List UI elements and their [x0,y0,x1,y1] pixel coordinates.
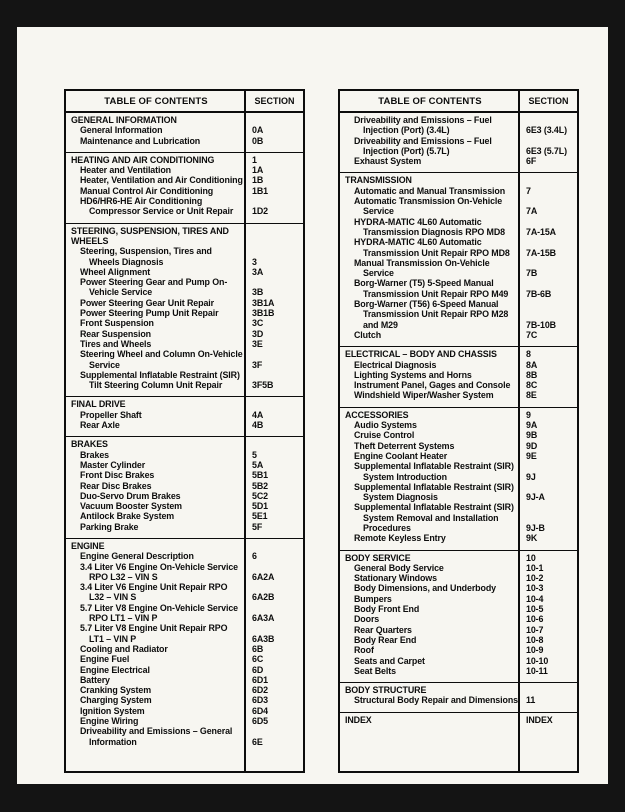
toc-group [340,408,577,551]
toc-item-label: Engine Fuel [80,654,130,665]
toc-item-row [66,706,303,716]
toc-item-section: 6D2 [252,685,268,696]
toc-item-section: 5C2 [252,490,268,501]
toc-item-label: Heater, Ventilation and Air Conditioning [80,175,243,186]
toc-group [340,683,577,713]
toc-item-row [66,450,303,460]
toc-item-label: Antilock Brake System [80,511,175,522]
toc-table-left [64,89,305,773]
toc-group-title: ELECTRICAL – BODY AND CHASSIS [345,349,497,360]
toc-item-label: Cruise Control [354,430,415,441]
toc-item-row [340,430,577,440]
toc-item-section: 3C [252,318,264,329]
toc-item-label: Power Steering Gear and Pump On-Vehicle Service [80,277,228,298]
toc-item-row [66,551,303,561]
toc-item-label: Driveability and Emissions – General Information [80,726,233,747]
toc-item-label: Driveability and Emissions – Fuel Injection (Port) (5.7L) [354,135,492,156]
toc-group-title-row [66,399,303,409]
toc-item-section: 1B [252,175,264,186]
toc-item-row [66,685,303,695]
toc-item-section: 10 [526,552,536,563]
toc-item-label: Seats and Carpet [354,655,425,666]
toc-item-label: HYDRA-MATIC 4L60 Automatic Transmission Diagnosis RPO MD8 [354,216,505,237]
toc-group-title-row [66,155,303,165]
toc-item-label: HD6/HR6-HE Air Conditioning Compressor Service or Unit Repair [80,196,234,217]
toc-item-label: Audio Systems [354,420,417,431]
toc-item-label: Borg-Warner (T5) 5-Speed Manual Transmission Unit Repair RPO M49 [354,278,509,299]
toc-item-row [66,623,303,644]
toc-item-section: 10-11 [526,665,548,676]
toc-item-row [66,460,303,470]
toc-item-row [66,125,303,135]
toc-item-label: 3.4 Liter V6 Engine On-Vehicle Service RPO L32 – VIN S [80,561,238,582]
toc-item-label: Steering, Suspension, Tires and Wheels Diagnosis [80,246,212,267]
toc-item-row [340,115,577,136]
toc-columns [17,27,608,773]
toc-group-title-row [340,685,577,695]
toc-item-row [66,136,303,146]
toc-item-row [66,675,303,685]
toc-item-row [66,165,303,175]
toc-item-section: 1D2 [252,206,268,217]
toc-item-label: Supplemental Inflatable Restraint (SIR) Tilt Steering Column Unit Repair [80,369,240,391]
toc-item-row [340,380,577,390]
toc-item-row [66,644,303,654]
toc-table-right [338,89,579,773]
toc-item-row [340,656,577,666]
toc-item-label: Propeller Shaft [80,409,142,420]
toc-group-title: FINAL DRIVE [71,399,126,410]
toc-column-divider [518,91,520,771]
toc-item-section: INDEX [526,714,553,725]
toc-item-row [340,156,577,166]
toc-header-section-label: SECTION [254,96,295,106]
toc-group-title: INDEX [345,714,372,725]
toc-item-row [340,237,577,258]
toc-item-label: Tires and Wheels [80,338,152,349]
toc-item-row [340,482,577,503]
toc-item-label: Supplemental Inflatable Restraint (SIR) System Introduction [354,461,514,482]
toc-item-section: 3F5B [252,380,274,391]
toc-item-label: Front Suspension [80,318,154,329]
toc-item-section: 9 [526,409,531,420]
toc-item-label: Cranking System [80,685,152,696]
toc-group [340,347,577,407]
toc-item-section [246,399,303,409]
toc-item-row [66,522,303,532]
toc-group-title: HEATING AND AIR CONDITIONING [71,154,215,165]
toc-item-label: Parking Brake [80,521,139,532]
toc-item-row [66,308,303,318]
toc-item-label: Maintenance and Lubrication [80,135,201,146]
toc-item-label: Lighting Systems and Horns [354,369,472,380]
toc-group-title: ENGINE [71,540,105,551]
toc-item-label: Rear Quarters [354,624,412,635]
toc-item-label: Power Steering Pump Unit Repair [80,308,219,319]
toc-item-label: Windshield Wiper/Washer System [354,390,494,401]
toc-group [66,113,303,153]
toc-item-section: 5 [252,449,257,460]
toc-item-section: 10-8 [526,634,544,645]
toc-item-section [246,226,303,247]
toc-item-row [340,186,577,196]
toc-item-row [66,318,303,328]
toc-item-section: 10-1 [526,562,544,573]
toc-item-label: Ignition System [80,705,145,716]
toc-item-label: Instrument Panel, Gages and Console [354,380,511,391]
toc-item-section: 3D [252,328,264,339]
toc-group [66,153,303,224]
toc-item-section: 10-5 [526,604,544,615]
toc-item-label: Body Front End [354,604,420,615]
toc-item-section [246,439,303,449]
toc-item-row [340,420,577,430]
toc-item-section: 6D3 [252,695,268,706]
toc-group-title: BODY SERVICE [345,552,411,563]
toc-item-row [66,726,303,747]
toc-item-label: Steering Wheel and Column On-Vehicle Service [80,349,243,370]
toc-item-section: 7B-6B [526,288,552,299]
toc-item-label: Charging System [80,695,152,706]
toc-header [340,91,577,113]
toc-item-section: 8A [526,359,538,370]
toc-item-section: 6F [526,156,537,167]
toc-item-label: Rear Disc Brakes [80,480,152,491]
toc-item-row [66,562,303,583]
toc-item-label: Duo-Servo Drum Brakes [80,490,181,501]
toc-group [66,539,303,753]
toc-group-title-row [66,439,303,449]
toc-item-label: Structural Body Repair and Dimensions [354,695,518,706]
toc-item-section: 6D5 [252,716,268,727]
toc-item-row [66,277,303,298]
toc-item-label: Supplemental Inflatable Restraint (SIR) System Removal and Installation Procedures [354,502,514,533]
toc-item-row [340,217,577,238]
toc-item-section: 9J-B [526,522,545,533]
toc-header [66,91,303,113]
toc-item-label: Driveability and Emissions – Fuel Injection (Port) (3.4L) [354,115,492,136]
toc-item-row [66,491,303,501]
toc-item-section: 6A2A [252,571,275,582]
toc-group-title-row [66,226,303,247]
toc-group-title: TRANSMISSION [345,175,412,186]
toc-item-section: 0A [252,125,264,136]
toc-group-title: GENERAL INFORMATION [71,115,177,125]
toc-item-label: General Body Service [354,562,444,573]
toc-item-section: 3 [252,256,257,267]
toc-group-title-row [340,715,577,725]
toc-item-label: Bumpers [354,593,392,604]
toc-item-row [66,501,303,511]
toc-item-section: 5B2 [252,480,268,491]
toc-item-label: Wheel Alignment [80,266,151,277]
toc-item-row [340,645,577,655]
toc-item-row [66,246,303,267]
toc-item-label: Roof [354,645,374,656]
toc-item-row [66,582,303,603]
toc-item-section: 1 [252,154,257,165]
toc-item-row [66,654,303,664]
toc-item-section [246,541,303,551]
toc-group-title: BRAKES [71,439,108,450]
toc-item-section: 5D1 [252,501,268,512]
toc-item-row [340,614,577,624]
toc-item-row [340,390,577,400]
toc-item-row [66,186,303,196]
toc-item-label: Theft Deterrent Systems [354,440,455,451]
toc-item-row [66,329,303,339]
toc-item-section: 10-4 [526,593,544,604]
toc-item-section [246,115,303,125]
toc-item-label: Remote Keyless Entry [354,533,446,544]
toc-item-section: 10-6 [526,614,544,625]
toc-item-row [340,563,577,573]
toc-item-section: 10-7 [526,624,544,635]
toc-item-label: Body Dimensions, and Underbody [354,583,496,594]
toc-groups [340,113,577,731]
toc-item-section: 10-3 [526,583,544,594]
toc-item-row [66,470,303,480]
toc-group-title-row [66,541,303,551]
toc-group-title: ACCESSORIES [345,409,409,420]
toc-item-section: 8C [526,380,538,391]
toc-item-label: Supplemental Inflatable Restraint (SIR) System Diagnosis [354,481,514,503]
toc-item-row [340,441,577,451]
toc-item-row [66,196,303,217]
toc-item-section: 6D1 [252,674,268,685]
toc-item-label: Power Steering Gear Unit Repair [80,297,215,308]
toc-item-row [66,420,303,430]
toc-group-title-row [340,553,577,563]
toc-item-row [340,370,577,380]
toc-item-section: 6D4 [252,705,268,716]
toc-item-section: 6A3B [252,633,275,644]
toc-item-label: Heater and Ventilation [80,165,172,176]
toc-group-title: STEERING, SUSPENSION, TIRES AND WHEELS [71,225,229,246]
toc-item-section: 6D [252,664,264,675]
toc-group [340,551,577,684]
toc-item-label: 3.4 Liter V6 Engine Unit Repair RPO L32 – VIN S [80,582,228,603]
toc-item-section: 9J [526,471,536,482]
toc-item-section: 6E [252,736,263,747]
toc-item-label: Doors [354,614,380,625]
toc-group [340,713,577,731]
toc-item-section: 1B1 [252,185,268,196]
toc-item-section: 6C [252,654,264,665]
toc-item-label: Engine Wiring [80,716,139,727]
toc-item-row [340,360,577,370]
toc-item-section: 9A [526,420,538,431]
toc-group [66,224,303,398]
toc-item-label: Electrical Diagnosis [354,359,437,370]
toc-item-row [66,370,303,391]
toc-item-label: General Information [80,125,163,136]
toc-item-label: Master Cylinder [80,459,146,470]
toc-item-section: 1A [252,165,264,176]
toc-item-row [340,451,577,461]
toc-item-section: 7A [526,206,538,217]
toc-item-section: 9B [526,430,538,441]
toc-item-row [66,716,303,726]
toc-item-label: Engine Electrical [80,664,150,675]
toc-item-row [340,533,577,543]
toc-item-label: Exhaust System [354,156,422,167]
toc-item-section: 3F [252,359,263,370]
toc-item-row [340,258,577,279]
toc-item-section: 8 [526,349,531,360]
toc-item-section: 6A2B [252,592,275,603]
toc-item-section: 3B1B [252,308,275,319]
toc-group [340,113,577,173]
toc-header-title: TABLE OF CONTENTS [378,96,482,107]
toc-item-section: 9D [526,440,538,451]
toc-item-row [340,604,577,614]
toc-item-row [340,625,577,635]
toc-item-row [340,695,577,705]
toc-item-label: Rear Axle [80,420,120,431]
toc-item-label: Manual Control Air Conditioning [80,185,214,196]
toc-item-section: 5F [252,521,263,532]
toc-item-label: HYDRA-MATIC 4L60 Automatic Transmission Unit Repair RPO MD8 [354,237,510,258]
toc-item-section: 3A [252,266,264,277]
toc-item-row [340,330,577,340]
toc-item-row [66,481,303,491]
toc-item-section: 0B [252,135,264,146]
toc-group [340,173,577,347]
toc-group [66,397,303,437]
toc-item-section: 5A [252,459,264,470]
manual-page-paper [17,27,608,784]
toc-item-row [66,339,303,349]
toc-item-row [66,349,303,370]
toc-item-row [340,666,577,676]
toc-item-section: 3E [252,338,263,349]
toc-item-section: 6 [252,551,257,562]
toc-item-section: 7 [526,185,531,196]
toc-item-label: Borg-Warner (T56) 6-Speed Manual Transmission Unit Repair RPO M28 and M29 [354,299,509,330]
toc-group-title-row [340,349,577,359]
toc-item-row [340,299,577,330]
toc-item-section: 7B-10B [526,319,556,330]
toc-item-row [340,594,577,604]
toc-item-row [340,502,577,533]
toc-group [66,437,303,539]
toc-item-row [340,196,577,217]
toc-item-section: 11 [526,695,536,706]
toc-item-section: 9K [526,533,538,544]
toc-item-section: 8E [526,390,537,401]
toc-item-section: 10-9 [526,645,544,656]
toc-item-label: Battery [80,674,110,685]
toc-item-label: Front Disc Brakes [80,470,155,481]
toc-item-section: 6A3A [252,613,275,624]
toc-item-section: 9E [526,450,537,461]
toc-item-section: 7C [526,329,538,340]
toc-item-row [340,136,577,157]
toc-item-row [340,635,577,645]
toc-item-row [66,695,303,705]
toc-item-section: 10-10 [526,655,549,666]
toc-item-label: Clutch [354,329,382,340]
toc-item-label: Automatic and Manual Transmission [354,185,506,196]
toc-item-section: 10-2 [526,573,544,584]
toc-item-label: Seat Belts [354,665,396,676]
toc-item-row [66,410,303,420]
toc-item-section: 5B1 [252,470,268,481]
toc-group-title-row [340,175,577,185]
toc-item-section: 6E3 (3.4L) [526,125,567,136]
toc-item-row [340,583,577,593]
toc-item-section: 7A-15A [526,226,556,237]
toc-item-section: 8B [526,369,538,380]
toc-item-label: Stationary Windows [354,573,437,584]
toc-group-title: BODY STRUCTURE [345,685,427,696]
toc-item-label: Body Rear End [354,634,417,645]
toc-item-section: 4B [252,420,264,431]
toc-column-divider [244,91,246,771]
toc-group-title-row [66,115,303,125]
toc-groups [66,113,303,753]
toc-item-section: 9J-A [526,492,545,503]
toc-item-label: Engine Coolant Heater [354,450,448,461]
toc-item-row [66,511,303,521]
toc-item-row [340,461,577,482]
toc-item-section: 3B [252,287,264,298]
toc-header-section-label: SECTION [528,96,569,106]
toc-item-section: 6B [252,643,264,654]
toc-item-row [66,603,303,624]
toc-item-row [66,267,303,277]
toc-header-title: TABLE OF CONTENTS [104,96,208,107]
toc-item-label: 5.7 Liter V8 Engine Unit Repair RPO LT1 – VIN P [80,623,228,644]
toc-item-section: 4A [252,409,264,420]
toc-item-row [340,573,577,583]
toc-item-section: 7B [526,268,538,279]
toc-item-section: 7A-15B [526,247,556,258]
toc-item-section [520,175,577,185]
toc-item-row [66,175,303,185]
toc-item-section: 6E3 (5.7L) [526,145,567,156]
toc-item-section: 5E1 [252,511,268,522]
toc-item-row [66,665,303,675]
toc-item-label: Rear Suspension [80,328,151,339]
toc-item-section: 3B1A [252,297,275,308]
toc-item-label: Manual Transmission On-Vehicle Service [354,257,490,279]
toc-item-label: Automatic Transmission On-Vehicle Service [354,196,503,217]
toc-item-label: 5.7 Liter V8 Engine On-Vehicle Service RPO LT1 – VIN P [80,602,238,624]
toc-item-row [66,298,303,308]
toc-item-row [340,278,577,299]
toc-item-label: Engine General Description [80,551,194,562]
toc-item-section [520,685,577,695]
toc-group-title-row [340,410,577,420]
toc-item-label: Vacuum Booster System [80,501,182,512]
toc-item-label: Brakes [80,449,110,460]
toc-item-label: Cooling and Radiator [80,643,168,654]
